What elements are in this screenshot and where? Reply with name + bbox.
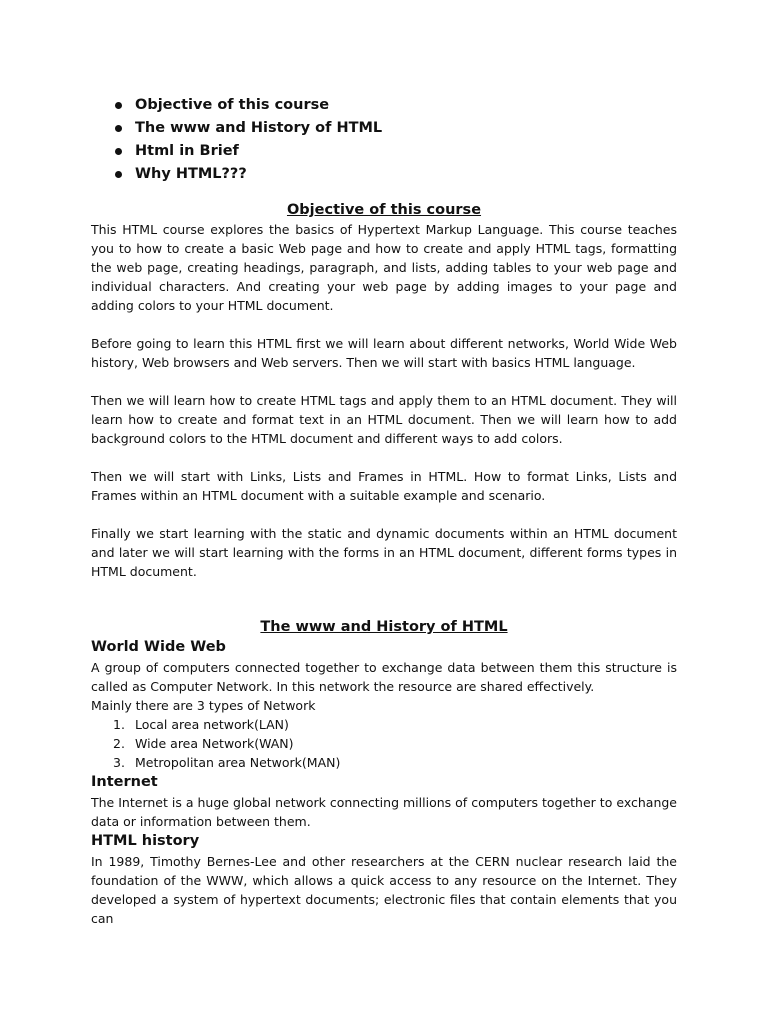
objective-paragraph: Finally we start learning with the static and dynamic documents within an HTML document and later we will start learning with the forms in an HTML document, different forms types in HTML document. [91,526,677,579]
toc-item: Why HTML??? [91,163,677,186]
toc-list [91,94,677,186]
network-type-item: 1. Local area network(LAN) [113,717,289,732]
www-paragraph: A group of computers connected together to exchange data between them this structure is called as Computer Network. In this network the resource are shared effectively. [91,660,677,694]
internet-heading: Internet [91,774,158,790]
objective-section-title: Objective of this course [286,202,482,218]
html-history-paragraph: In 1989, Timothy Bernes-Lee and other researchers at the CERN nuclear research laid the foundation of the WWW, which allows a quick access to any resource on the Internet. They developed a system of hypertext documents; electronic files that contain elements that you can [91,854,677,926]
objective-paragraph: This HTML course explores the basics of Hypertext Markup Language. This course teaches you to how to create a basic Web page and how to create and apply HTML tags, formatting the web page, creating headings, paragraph, and lists, adding tables to your web page and individual characters. And creating your web page by adding images to your page and adding colors to your HTML document. [91,222,677,313]
network-type-item: 2. Wide area Network(WAN) [113,736,294,751]
bullet-icon [115,171,122,178]
network-types-intro: Mainly there are 3 types of Network [91,698,316,713]
www-heading: World Wide Web [91,639,226,655]
bullet-icon [115,148,122,155]
objective-paragraph: Before going to learn this HTML first we will learn about different networks, World Wide Web history, Web browsers and Web servers. Then we will start with basics HTML language. [91,336,677,370]
toc-item: Objective of this course [91,94,677,117]
bullet-icon [115,125,122,132]
network-types-list [91,715,677,772]
internet-paragraph: The Internet is a huge global network connecting millions of computers together to exchange data or information between them. [91,795,677,829]
bullet-icon [115,102,122,109]
document-page [91,94,677,928]
history-section-title: The www and History of HTML [260,619,508,635]
objective-paragraph: Then we will start with Links, Lists and Frames in HTML. How to format Links, Lists and Frames within an HTML document with a suitable example and scenario. [91,469,677,503]
toc-item: The www and History of HTML [91,117,677,140]
html-history-heading: HTML history [91,833,200,849]
toc-item: Html in Brief [91,140,677,163]
network-type-item: 3. Metropolitan area Network(MAN) [113,755,341,770]
objective-paragraph: Then we will learn how to create HTML tags and apply them to an HTML document. They will learn how to create and format text in an HTML document. Then we will learn how to add background colors to the HTML document and different ways to add colors. [91,393,677,446]
